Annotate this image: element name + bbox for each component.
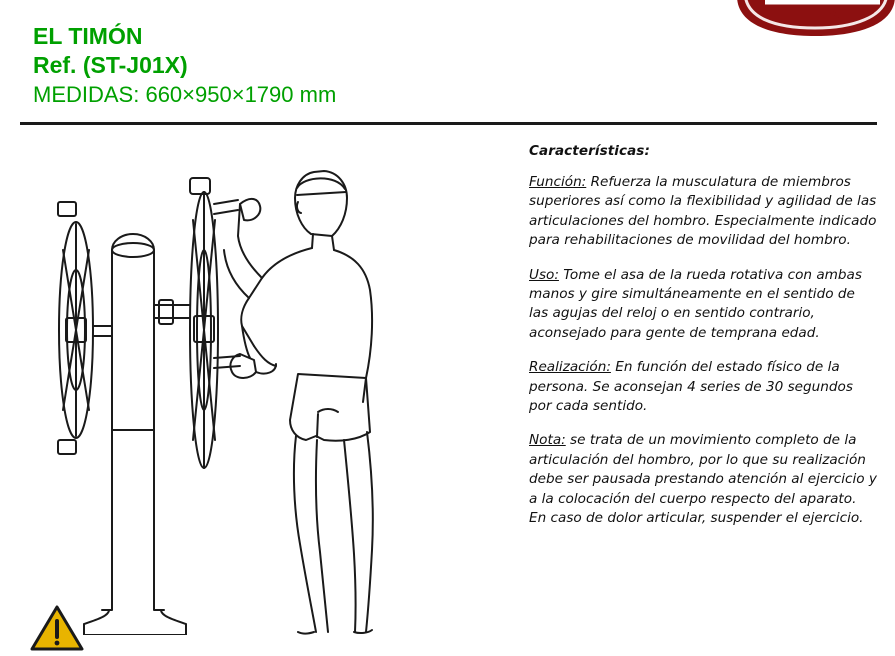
header-divider <box>20 122 877 125</box>
characteristic-label-funcion: Función: <box>529 174 587 190</box>
warning-triangle-icon <box>30 605 84 651</box>
shoulder-wheel-exercise-diagram <box>14 140 504 635</box>
title-block <box>33 22 336 109</box>
product-measures: MEDIDAS: 660×950×1790 mm <box>33 82 337 107</box>
page-header <box>0 0 895 120</box>
characteristic-text-uso: Tome el asa de la rueda rotativa con ambas manos y gire simultáneamente en el sentido de las agujas del reloj o en sentido contrario, aconsejado para gente de temprana edad. <box>529 266 862 341</box>
characteristic-label-uso: Uso: <box>529 266 559 283</box>
characteristic-text-realizacion: En función del estado físico de la persona. Se aconsejan 4 series de 30 segundos por cada sentido. <box>529 359 853 415</box>
characteristic-nota <box>529 431 877 528</box>
characteristic-label-realizacion: Realización: <box>529 359 611 376</box>
characteristic-text-nota: se trata de un movimiento completo de la articulación del hombro, por lo que su realización debe ser pausada prestando atención al ejercicio y a la colocación del cuerpo respecto del aparato. En caso de dolor articular, suspender el ejercicio. <box>529 432 877 527</box>
characteristic-uso <box>529 266 877 344</box>
page-title: EL TIMÓN <box>33 23 143 49</box>
characteristic-text-funcion: Refuerza la musculatura de miembros superiores así como la flexibilidad y agilidad de las articulaciones del hombro. Especialmente indicado para rehabilitaciones de movilidad del hombro. <box>529 174 877 249</box>
characteristic-funcion <box>529 173 877 251</box>
company-logo <box>665 0 895 60</box>
characteristic-realizacion <box>529 358 877 416</box>
characteristics-heading: Características: <box>529 143 650 159</box>
product-reference: Ref. (ST-J01X) <box>33 52 188 78</box>
characteristics-panel <box>529 143 877 544</box>
characteristic-label-nota: Nota: <box>529 432 566 449</box>
